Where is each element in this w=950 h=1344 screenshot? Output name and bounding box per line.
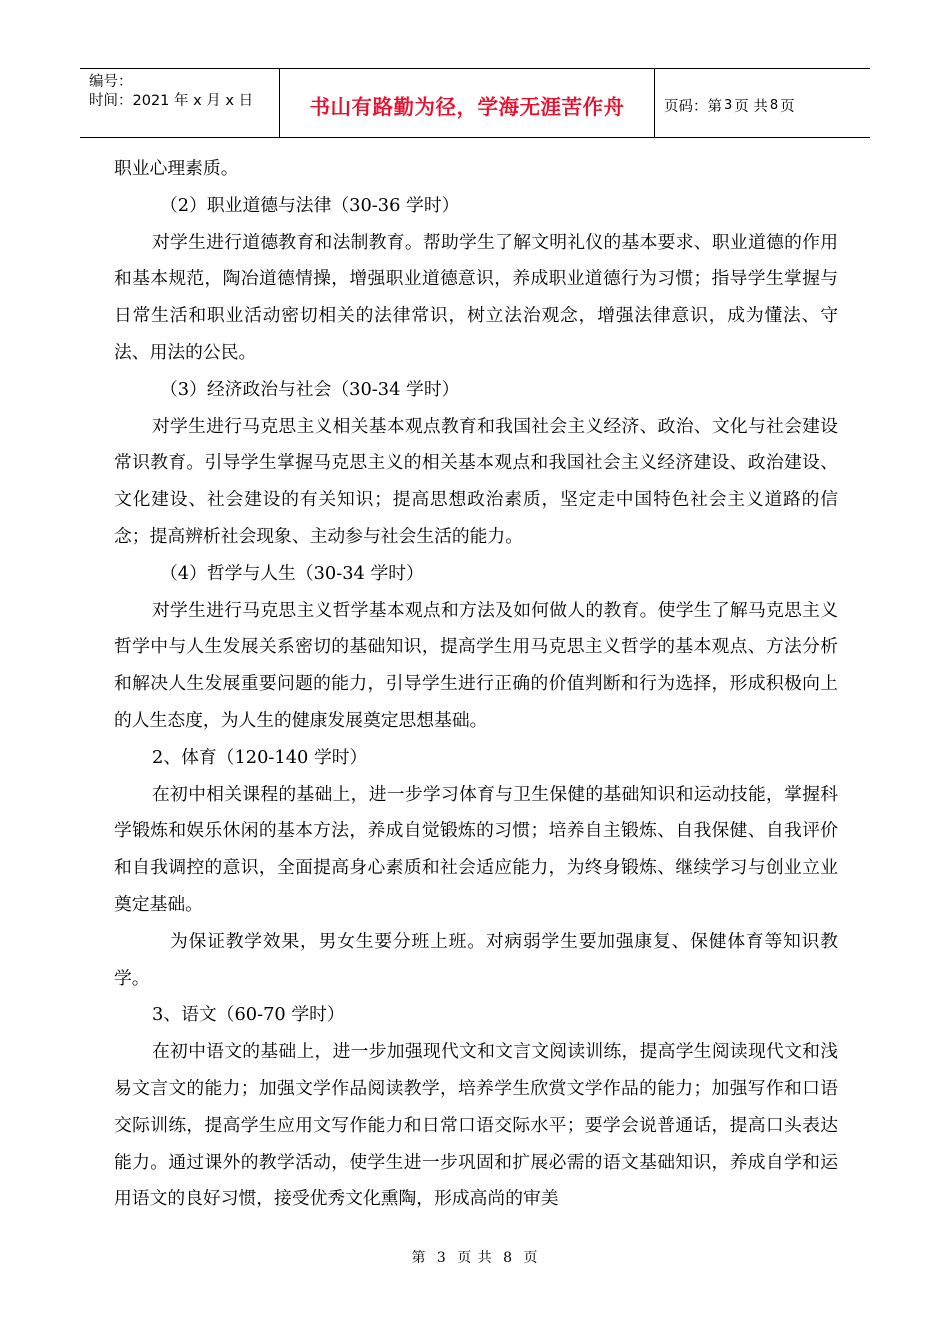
footer-current: 3 <box>436 1250 447 1266</box>
heading-chinese: 3、语文（60-70 学时） <box>152 1004 345 1026</box>
header-motto-cell <box>280 69 655 137</box>
heading-philosophy: （4）哲学与人生（30-34 学时） <box>160 562 424 584</box>
footer-suffix: 页 <box>523 1250 539 1266</box>
footer-prefix: 第 <box>411 1250 427 1266</box>
paragraph-chinese: 在初中语文的基础上，进一步加强现代文和文言文阅读训练，提高学生阅读现代文和浅易文言文的能力；加强文学作品阅读教学，培养学生欣赏文学作品的能力；加强写作和口语交际训练，提高学生应用文写作能力和日常口语交际水平；要学会说普通话，提高口头表达能力。通过课外的教学活动，使学生进一步巩固和扩展必需的语文基础知识，养成自学和运用语文的良好习惯，接受优秀文化熏陶，形成高尚的审美 <box>114 1041 838 1210</box>
page-total: 8 <box>769 97 779 113</box>
heading-economy-politics: （3）经济政治与社会（30-34 学时） <box>160 378 460 400</box>
heading-ethics-law: （2）职业道德与法律（30-36 学时） <box>160 194 460 216</box>
page-current: 3 <box>724 97 733 113</box>
heading-pe: 2、体育（120-140 学时） <box>152 746 368 768</box>
page-mid: 页 共 <box>734 98 768 115</box>
page-suffix: 页 <box>780 98 795 115</box>
page-header <box>80 68 870 138</box>
time-label: 时间：2021 年 x 月 x 日 <box>89 93 254 109</box>
paragraph-pe-note: 为保证教学效果，男女生要分班上班。对病弱学生要加强康复、保健体育等知识教学。 <box>114 930 838 989</box>
header-page-info <box>655 69 870 137</box>
paragraph-economy-politics: 对学生进行马克思主义相关基本观点教育和我国社会主义经济、政治、文化与社会建设常识教育。引导学生掌握马克思主义的相关基本观点和我国社会主义经济建设、政治建设、文化建设、社会建设的有关知识；提高思想政治素质，坚定走中国特色社会主义道路的信念；提高辨析社会现象、主动参与社会生活的能力。 <box>114 415 838 547</box>
paragraph-ethics-law: 对学生进行道德教育和法制教育。帮助学生了解文明礼仪的基本要求、职业道德的作用和基本规范，陶冶道德情操，增强职业道德意识，养成职业道德行为习惯；指导学生掌握与日常生活和职业活动密切相关的法律常识，树立法治观念，增强法律意识，成为懂法、守法、用法的公民。 <box>114 231 838 363</box>
paragraph-pe: 在初中相关课程的基础上，进一步学习体育与卫生保健的基础知识和运动技能，掌握科学锻炼和娱乐休闲的基本方法，养成自觉锻炼的习惯；培养自主锻炼、自我保健、自我评价和自我调控的意识，全面提高身心素质和社会适应能力，为终身锻炼、继续学习与创业立业奠定基础。 <box>114 783 838 915</box>
serial-label: 编号： <box>89 74 133 90</box>
document-body <box>114 151 838 1218</box>
header-meta <box>80 69 280 137</box>
footer-total: 8 <box>503 1250 514 1266</box>
page-footer <box>0 1247 950 1267</box>
footer-mid: 页 共 <box>457 1250 493 1266</box>
header-motto: 书山有路勤为径，学海无涯苦作舟 <box>309 95 625 119</box>
paragraph-continuation: 职业心理素质。 <box>114 158 239 179</box>
paragraph-philosophy: 对学生进行马克思主义哲学基本观点和方法及如何做人的教育。使学生了解马克思主义哲学中与人生发展关系密切的基础知识，提高学生用马克思主义哲学的基本观点、方法分析和解决人生发展重要问题的能力，引导学生进行正确的价值判断和行为选择，形成积极向上的人生态度，为人生的健康发展奠定思想基础。 <box>114 599 838 731</box>
page-prefix: 页码：第 <box>664 98 722 115</box>
